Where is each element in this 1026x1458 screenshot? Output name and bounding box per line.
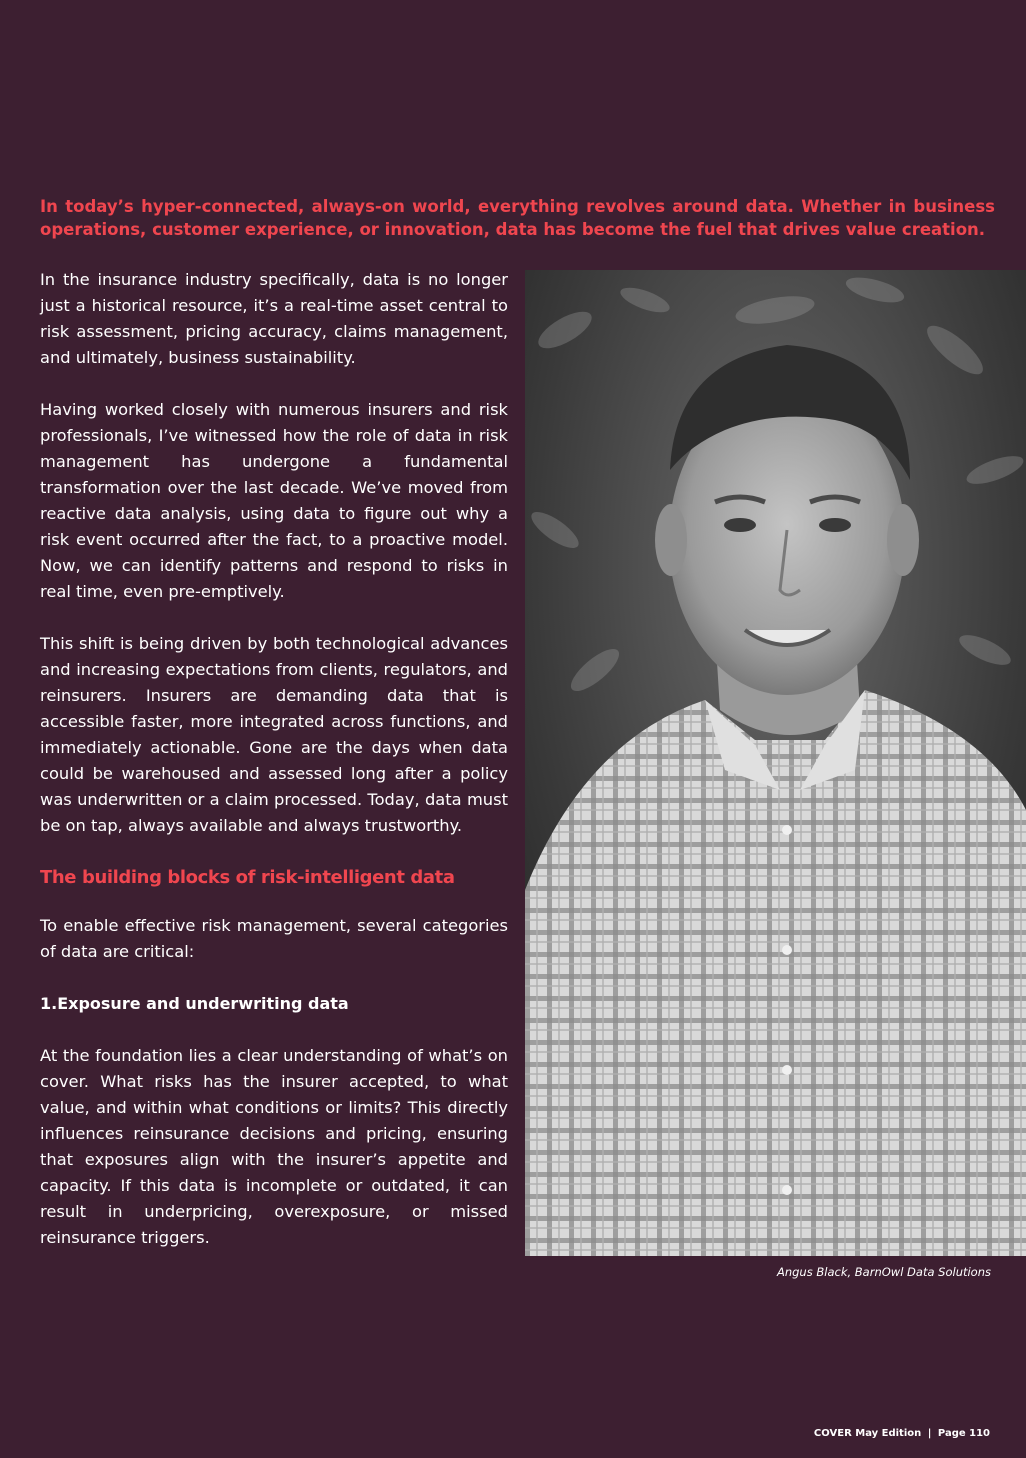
- photo-caption: Angus Black, BarnOwl Data Solutions: [776, 1265, 991, 1279]
- subsection-heading: 1.Exposure and underwriting data: [40, 994, 349, 1013]
- body-paragraph: This shift is being driven by both technological advances and increasing expectations from clients, regulators, and reinsurers. Insurers are demanding data that is accessible faster, more integrated across functions, and immediately actionable. Gone are the days when data could be warehoused and assessed long after a policy was underwritten or a claim processed. Today, data must be on tap, always available and always trustworthy.: [40, 634, 508, 835]
- page-number: Page 110: [937, 1428, 990, 1439]
- page-footer: [814, 1428, 990, 1439]
- publication-name: COVER May Edition: [813, 1428, 922, 1439]
- article-column: [40, 267, 508, 1277]
- body-paragraph: To enable effective risk management, several categories of data are critical:: [40, 916, 508, 961]
- body-paragraph: Having worked closely with numerous insurers and risk professionals, I’ve witnessed how the role of data in risk management has undergone a fundamental transformation over the last decade. We’ve moved from reactive data analysis, using data to figure out why a risk event occurred after the fact, to a proactive model. Now, we can identify patterns and respond to risks in real time, even pre-emptively.: [40, 400, 508, 601]
- section-heading: The building blocks of risk-intelligent data: [40, 867, 455, 888]
- body-paragraph: In the insurance industry specifically, data is no longer just a historical resource, it’s a real-time asset central to risk assessment, pricing accuracy, claims management, and ultimately, business sustainability.: [40, 270, 508, 367]
- footer-separator: |: [927, 1428, 932, 1439]
- body-paragraph: At the foundation lies a clear understanding of what’s on cover. What risks has the insurer accepted, to what value, and within what conditions or limits? This directly influences reinsurance decisions and pricing, ensuring that exposures align with the insurer’s appetite and capacity. If this data is incomplete or outdated, it can result in underpricing, overexposure, or missed reinsurance triggers.: [40, 1046, 508, 1247]
- portrait-photo: [525, 270, 1026, 1256]
- intro-paragraph: In today’s hyper-connected, always-on world, everything revolves around data. Whether in business operations, customer experience, or innovation, data has become the fuel that drives value creation.: [40, 197, 995, 239]
